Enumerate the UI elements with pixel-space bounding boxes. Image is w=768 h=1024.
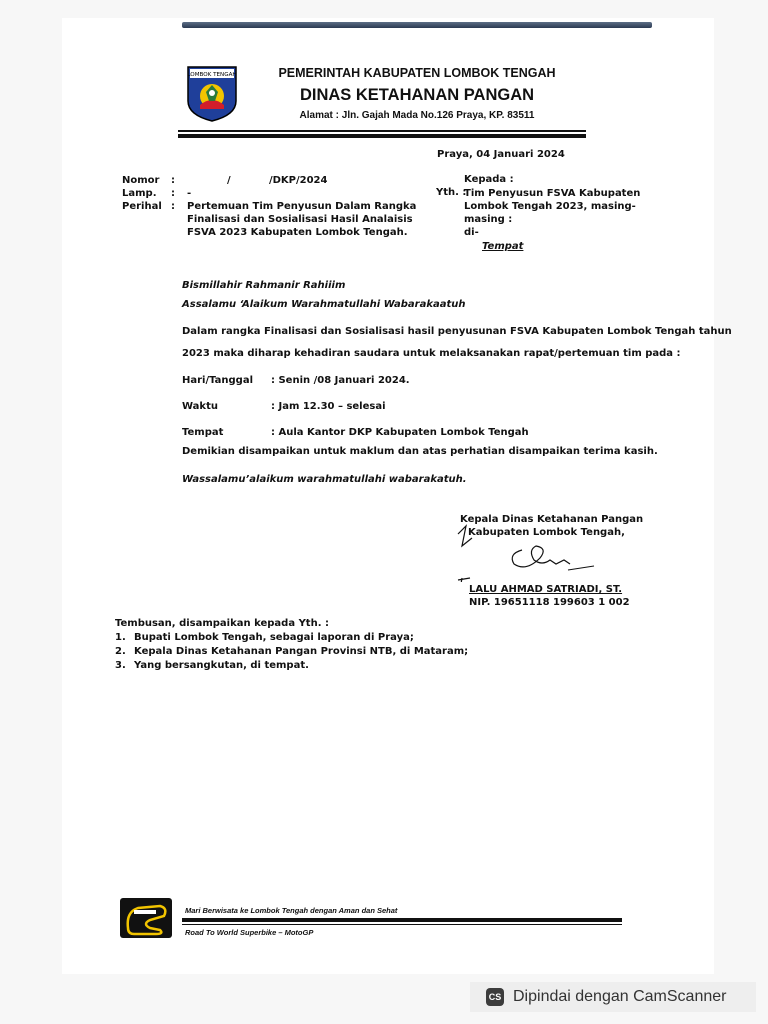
letterhead-rule-thick — [178, 134, 586, 138]
letter-date: Praya, 04 Januari 2024 — [437, 149, 565, 160]
top-border-bar — [182, 22, 652, 28]
circuit-logo — [120, 898, 172, 938]
signature-title: Kepala Dinas Ketahanan Pangan — [460, 514, 644, 525]
greeting-salam: Assalamu ‘Alaikum Warahmatullahi Wabarakaatuh — [182, 299, 466, 310]
tembusan-item: Bupati Lombok Tengah, sebagai laporan di Praya; — [134, 632, 414, 643]
nomor-value: / /DKP/2024 — [227, 175, 328, 186]
letterhead-government: PEMERINTAH KABUPATEN LOMBOK TENGAH — [278, 66, 556, 80]
schedule-label: Tempat — [182, 427, 224, 438]
tembusan-num: 3. — [115, 660, 126, 671]
perihal-line: Pertemuan Tim Penyusun Dalam Rangka — [187, 201, 417, 212]
signatory-name: LALU AHMAD SATRIADI, ST. — [469, 584, 623, 595]
paragraph-line: Dalam rangka Finalisasi dan Sosialisasi hasil penyusunan FSVA Kabupaten Lombok Tengah tahun — [182, 326, 732, 337]
recipient-line: Tim Penyusun FSVA Kabupaten — [464, 188, 641, 199]
svg-text:LOMBOK TENGAH: LOMBOK TENGAH — [187, 72, 237, 78]
closing-line: Demikian disampaikan untuk maklum dan atas perhatian disampaikan terima kasih. — [182, 446, 658, 457]
schedule-value: : Jam 12.30 – selesai — [271, 401, 386, 412]
schedule-value: : Aula Kantor DKP Kabupaten Lombok Tengah — [271, 427, 529, 438]
camscanner-icon: CS — [486, 988, 504, 1006]
footer-slogan: Mari Berwisata ke Lombok Tengah dengan Aman dan Sehat — [185, 906, 398, 915]
nomor-label: Nomor — [122, 175, 160, 186]
tembusan-item: Yang bersangkutan, di tempat. — [134, 660, 309, 671]
schedule-label: Hari/Tanggal — [182, 375, 254, 386]
schedule-label: Waktu — [182, 401, 218, 412]
letterhead-agency: DINAS KETAHANAN PANGAN — [299, 86, 535, 104]
tembusan-item: Kepala Dinas Ketahanan Pangan Provinsi NTB, di Mataram; — [134, 646, 469, 657]
paragraph-line: 2023 maka diharap kehadiran saudara untuk melaksanakan rapat/pertemuan tim pada : — [182, 348, 681, 359]
kepada-label: Kepada : — [464, 174, 514, 185]
camscanner-watermark — [470, 982, 756, 1012]
perihal-colon: : — [171, 201, 175, 212]
letterhead-rule-thin — [178, 130, 586, 132]
tembusan-num: 1. — [115, 632, 126, 643]
perihal-line: FSVA 2023 Kabupaten Lombok Tengah. — [187, 227, 408, 238]
nomor-colon: : — [171, 175, 175, 186]
letter-page — [62, 18, 714, 974]
tembusan-heading: Tembusan, disampaikan kepada Yth. : — [115, 618, 329, 629]
recipient-tempat: Tempat — [482, 241, 524, 252]
perihal-line: Finalisasi dan Sosialisasi Hasil Analaisis — [187, 214, 413, 225]
tembusan-num: 2. — [115, 646, 126, 657]
lamp-value: - — [187, 188, 192, 199]
recipient-line: Lombok Tengah 2023, masing- — [464, 201, 636, 212]
camscanner-label: Dipindai dengan CamScanner — [513, 988, 727, 1005]
letterhead-address: Alamat : Jln. Gajah Mada No.126 Praya, KP. 83511 — [299, 110, 535, 121]
footer-rule-thick — [182, 918, 622, 922]
recipient-line: masing : — [464, 214, 513, 225]
schedule-value: : Senin /08 Januari 2024. — [271, 375, 410, 386]
yth-label: Yth. : — [436, 187, 467, 198]
signature-title: Kabupaten Lombok Tengah, — [468, 527, 625, 538]
lamp-label: Lamp. — [122, 188, 157, 199]
handwritten-signature — [452, 520, 602, 582]
lamp-colon: : — [171, 188, 175, 199]
wassalam-line: Wassalamu’alaikum warahmatullahi wabarakatuh. — [182, 474, 467, 485]
footer-rule-thin — [182, 924, 622, 925]
footer-tagline: Road To World Superbike – MotoGP — [185, 928, 314, 937]
greeting-bismillah: Bismillahir Rahmanir Rahiiim — [182, 280, 346, 291]
perihal-label: Perihal — [122, 201, 162, 212]
recipient-line: di- — [464, 227, 479, 238]
signatory-nip: NIP. 19651118 199603 1 002 — [469, 597, 630, 608]
